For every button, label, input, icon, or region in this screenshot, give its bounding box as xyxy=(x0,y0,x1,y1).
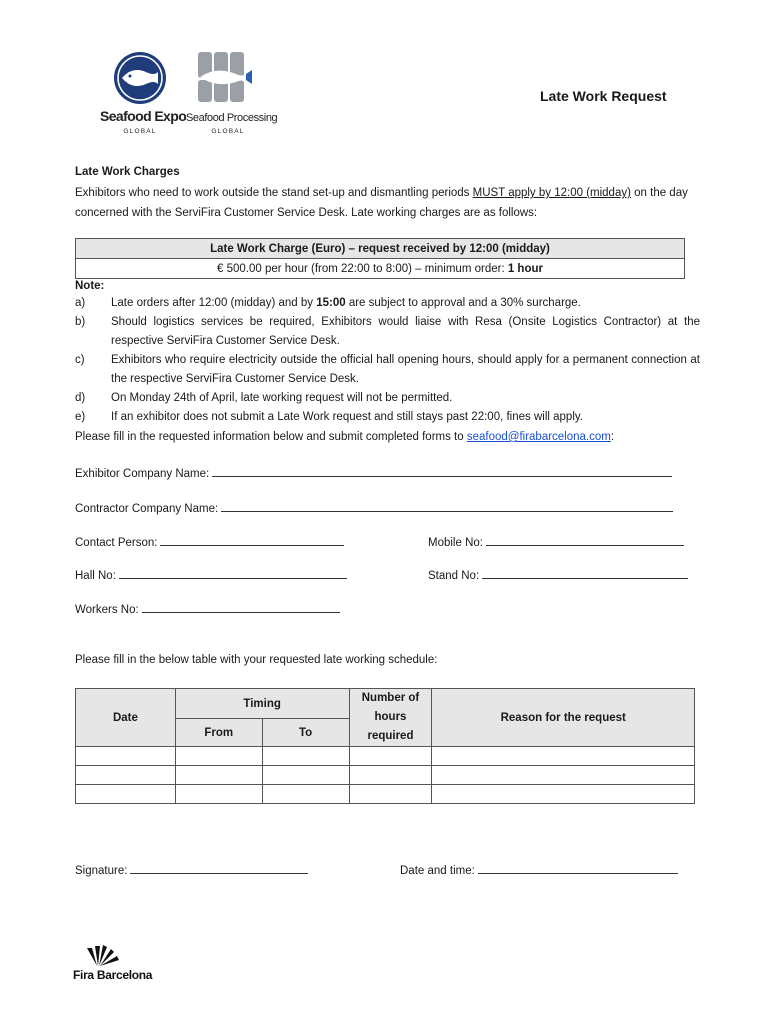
signature-label: Signature: xyxy=(75,865,128,877)
minimum-order: 1 hour xyxy=(507,262,543,275)
contact-person-row xyxy=(75,534,344,549)
seafood-processing-logo xyxy=(186,52,278,144)
contractor-company-row xyxy=(75,500,673,515)
note-label: Note: xyxy=(75,280,105,292)
contact-person-field[interactable] xyxy=(160,534,344,546)
note-letter: d) xyxy=(75,392,86,404)
date-time-field[interactable] xyxy=(478,862,678,874)
from-cell[interactable] xyxy=(175,785,262,804)
note-text xyxy=(111,294,700,313)
reason-cell[interactable] xyxy=(432,785,695,804)
stand-row xyxy=(428,567,688,582)
note-item xyxy=(75,389,700,408)
from-cell[interactable] xyxy=(175,766,262,785)
note-letter: c) xyxy=(75,354,85,366)
col-to: To xyxy=(262,719,349,747)
hours-cell[interactable] xyxy=(349,747,432,766)
charges-intro xyxy=(75,183,700,223)
note-letter: e) xyxy=(75,411,86,423)
col-reason: Reason for the request xyxy=(432,689,695,747)
submit-suffix: : xyxy=(610,431,615,443)
intro-text-end: on the day concerned with the ServiFira Customer Service Desk. Late working charges are as follows: xyxy=(75,187,688,219)
hall-field[interactable] xyxy=(119,567,347,579)
table-row xyxy=(76,747,695,766)
note-text-part: Late orders after 12:00 (midday) and by xyxy=(111,297,317,309)
hours-cell[interactable] xyxy=(349,766,432,785)
fira-wordmark: Fira Barcelona xyxy=(73,968,153,982)
mobile-label: Mobile No: xyxy=(428,537,483,549)
submit-instructions xyxy=(75,431,614,443)
schedule-table xyxy=(75,688,695,804)
hall-row xyxy=(75,567,347,582)
exhibitor-company-row xyxy=(75,465,672,480)
workers-label: Workers No: xyxy=(75,604,139,616)
table-row xyxy=(76,766,695,785)
mobile-row xyxy=(428,534,684,549)
seafood-expo-logo xyxy=(100,52,187,144)
late-work-charges-heading: Late Work Charges xyxy=(75,166,180,178)
note-item xyxy=(75,294,700,313)
to-cell[interactable] xyxy=(262,766,349,785)
intro-text-start: Exhibitors who need to work outside the stand set-up and dismantling periods xyxy=(75,187,473,199)
charge-rate-text: € 500.00 per hour (from 22:00 to 8:00) – minimum order: xyxy=(217,262,508,275)
col-date: Date xyxy=(76,689,176,747)
hall-label: Hall No: xyxy=(75,570,116,582)
seafood-expo-globe-icon xyxy=(100,52,180,108)
signature-row xyxy=(75,862,308,877)
seafood-expo-wordmark: Seafood Expo xyxy=(100,108,187,124)
intro-deadline: MUST apply by 12:00 (midday) xyxy=(472,187,631,199)
note-text: Should logistics services be required, Exhibitors would liaise with Resa (Onsite Logistics Contractor) at the respective ServiFira Customer Service Desk. xyxy=(111,316,700,347)
exhibitor-company-field[interactable] xyxy=(212,465,672,477)
contact-email-link[interactable]: seafood@firabarcelona.com xyxy=(466,431,611,443)
workers-field[interactable] xyxy=(142,601,340,613)
seafood-processing-grid-icon xyxy=(186,52,270,108)
contact-person-label: Contact Person: xyxy=(75,537,158,549)
reason-cell[interactable] xyxy=(432,747,695,766)
note-letter: b) xyxy=(75,316,86,328)
seafood-processing-subtitle: GLOBAL xyxy=(211,128,245,135)
charge-table-value xyxy=(76,259,685,279)
col-timing: Timing xyxy=(175,689,349,719)
to-cell[interactable] xyxy=(262,747,349,766)
reason-cell[interactable] xyxy=(432,766,695,785)
date-cell[interactable] xyxy=(76,766,176,785)
stand-label: Stand No: xyxy=(428,570,480,582)
note-text: Exhibitors who require electricity outside the official hall opening hours, should apply for a permanent connection at the respective ServiFira Customer Service Desk. xyxy=(111,354,700,385)
note-letter: a) xyxy=(75,297,86,309)
note-item xyxy=(75,351,700,389)
date-time-label: Date and time: xyxy=(400,865,475,877)
note-item xyxy=(75,313,700,351)
col-hours: Number of hours required xyxy=(349,689,432,747)
stand-field[interactable] xyxy=(482,567,688,579)
date-time-row xyxy=(400,862,678,877)
date-cell[interactable] xyxy=(76,785,176,804)
note-item xyxy=(75,408,700,427)
exhibitor-company-label: Exhibitor Company Name: xyxy=(75,468,210,480)
notes-list xyxy=(75,294,700,427)
note-text: On Monday 24th of April, late working request will not be permitted. xyxy=(111,392,453,404)
contractor-company-field[interactable] xyxy=(221,500,673,512)
note-text-part: are subject to approval and a 30% surcharge. xyxy=(345,297,581,309)
table-row xyxy=(76,785,695,804)
note-text: If an exhibitor does not submit a Late Work request and still stays past 22:00, fines will apply. xyxy=(111,411,583,423)
seafood-processing-wordmark: Seafood Processing xyxy=(186,112,278,124)
to-cell[interactable] xyxy=(262,785,349,804)
contractor-company-label: Contractor Company Name: xyxy=(75,503,219,515)
submit-text: Please fill in the requested information below and submit completed forms to xyxy=(75,431,467,443)
charge-table xyxy=(75,238,685,279)
fira-barcelona-logo xyxy=(73,944,173,984)
date-cell[interactable] xyxy=(76,747,176,766)
from-cell[interactable] xyxy=(175,747,262,766)
charge-table-header: Late Work Charge (Euro) – request received by 12:00 (midday) xyxy=(76,239,685,259)
mobile-field[interactable] xyxy=(486,534,684,546)
note-time-bold: 15:00 xyxy=(316,297,346,309)
hours-cell[interactable] xyxy=(349,785,432,804)
col-from: From xyxy=(175,719,262,747)
schedule-intro: Please fill in the below table with your requested late working schedule: xyxy=(75,654,438,666)
seafood-expo-subtitle: GLOBAL xyxy=(123,128,157,135)
document-title: Late Work Request xyxy=(540,88,667,104)
fira-fan-icon xyxy=(73,944,133,968)
signature-field[interactable] xyxy=(130,862,308,874)
header-logos xyxy=(100,52,278,144)
workers-row xyxy=(75,601,340,616)
